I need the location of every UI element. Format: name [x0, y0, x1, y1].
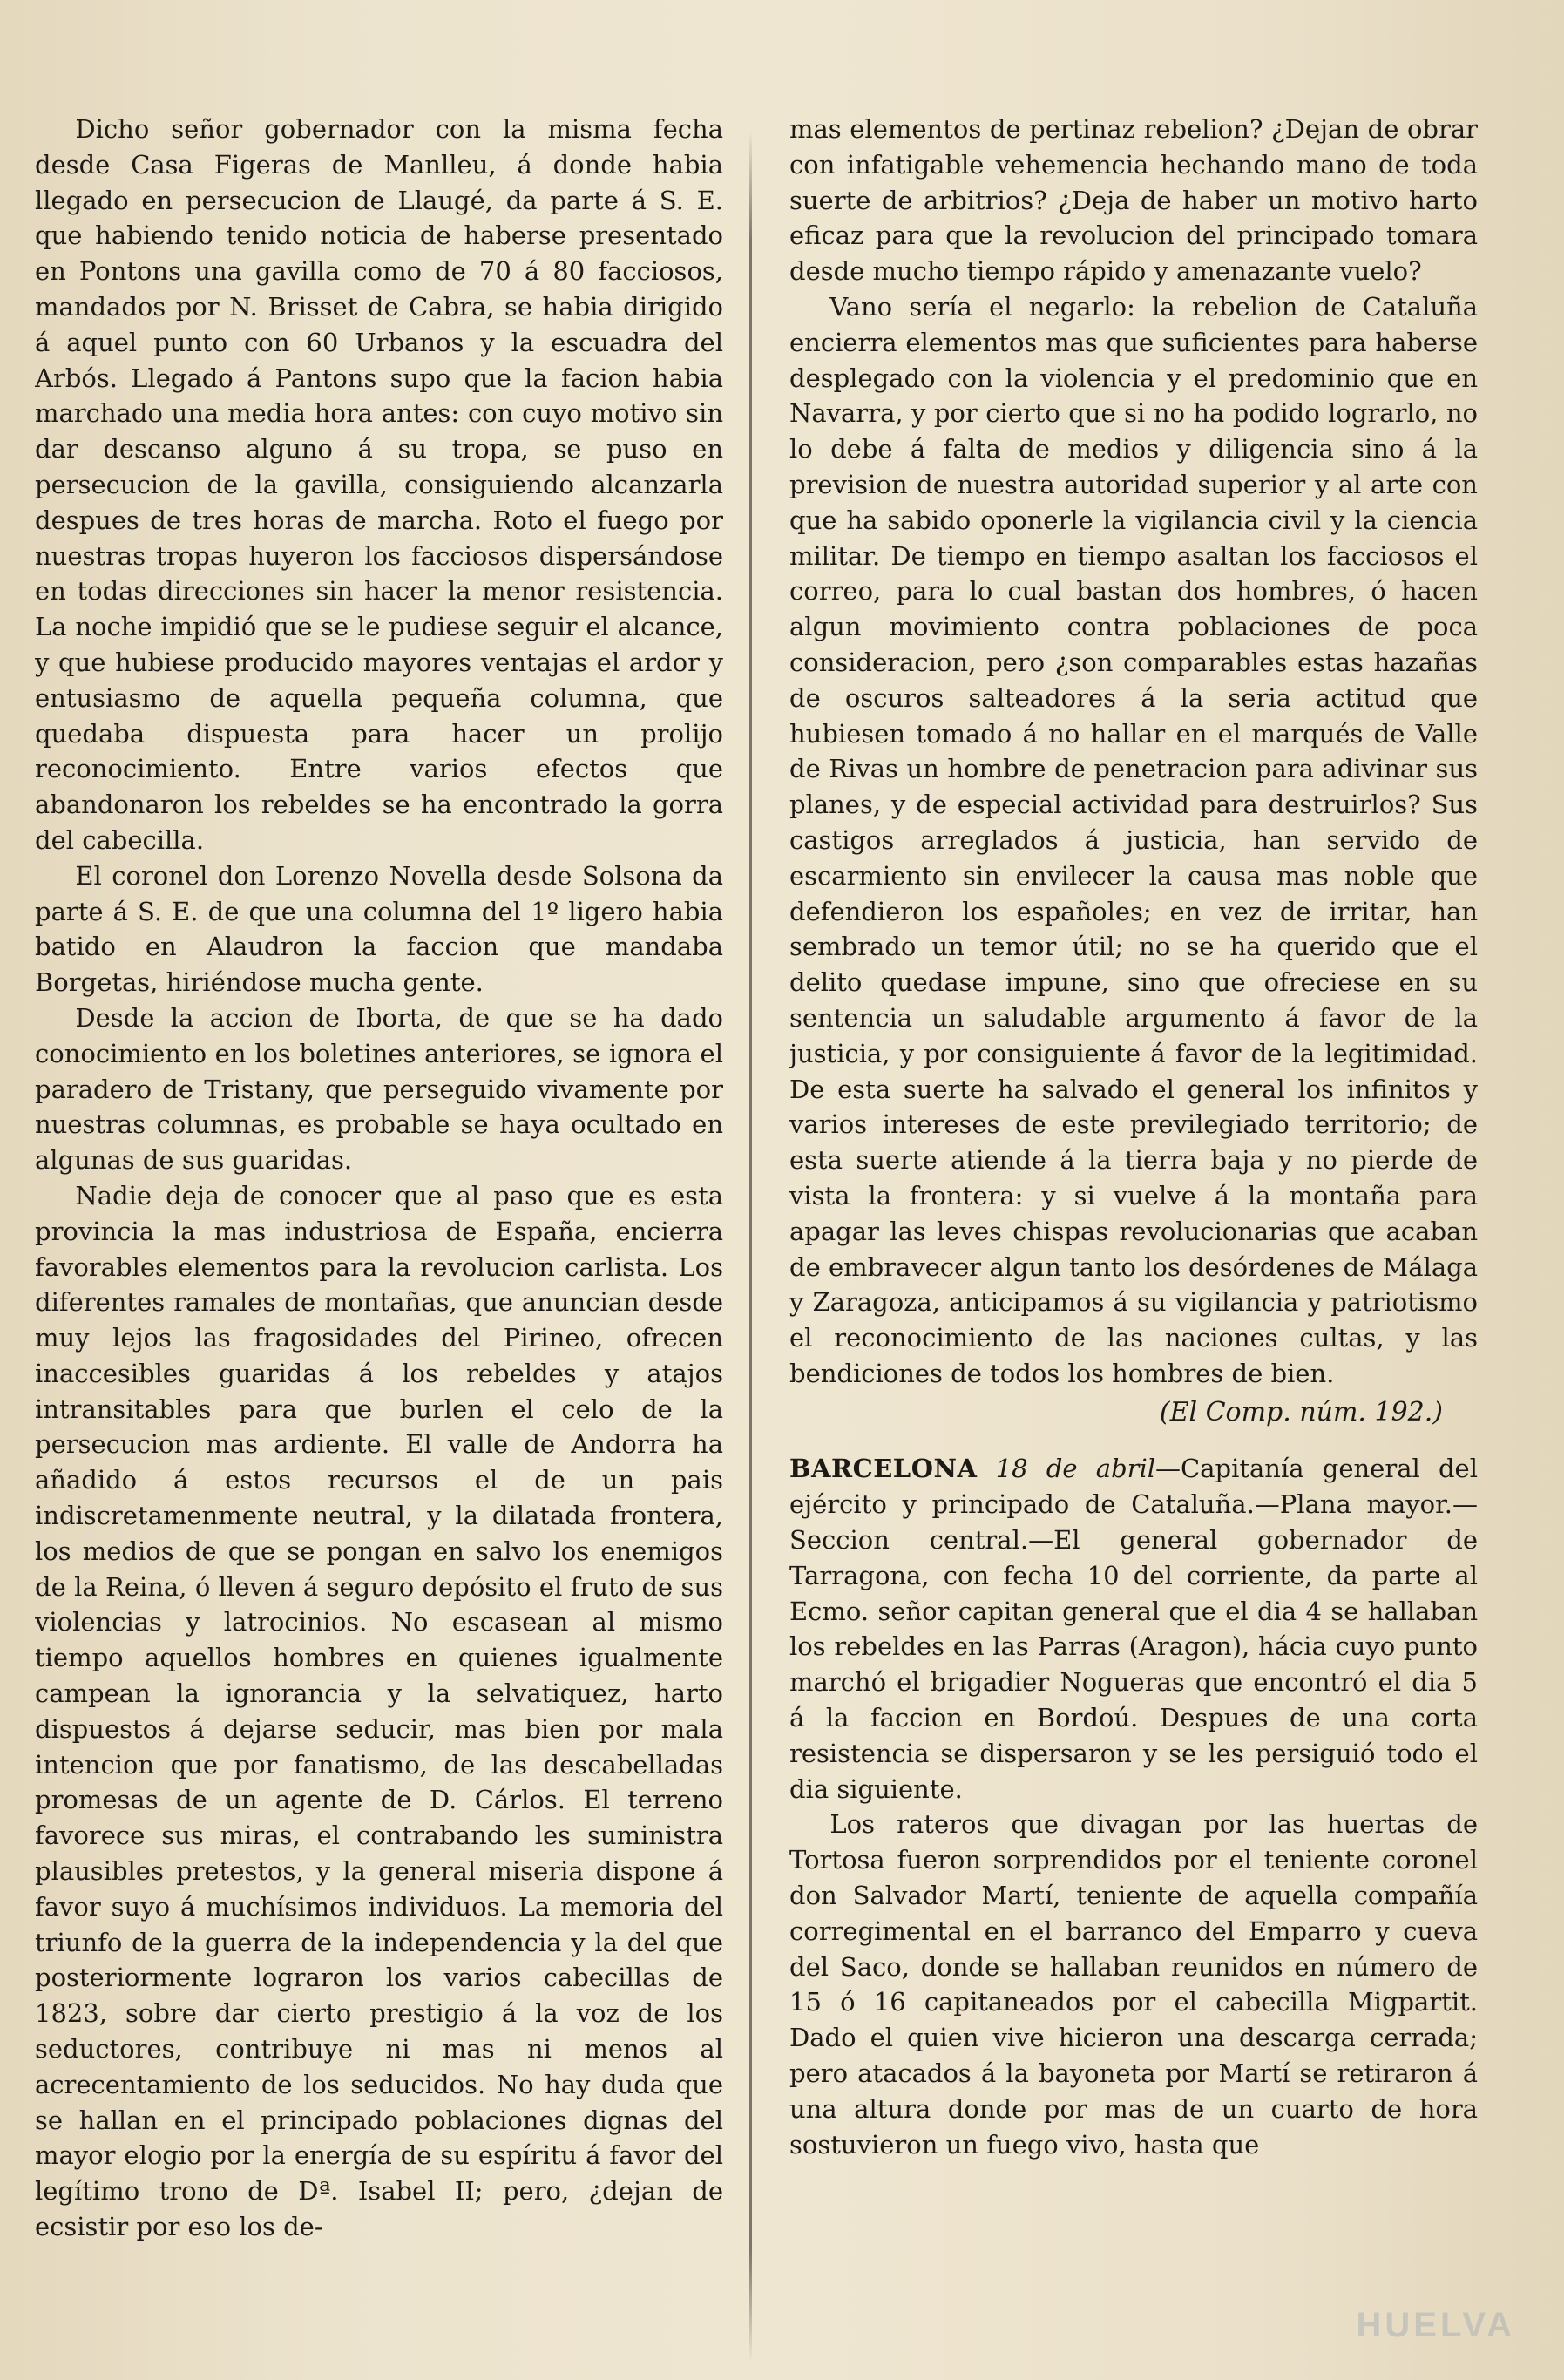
paragraph-tortosa-report: Los rateros que divagan por las huertas de Tortosa fueron sorprendidos por el teniente coronel don Salvador Martí, teniente de aquella compañía corregimental en el barranco del Emparro y cueva del Saco, donde se hallaban reunidos en número de 15 ó 16 capitaneados por el cabecilla Migpartit. Dado el quien vive hicieron una descarga cerrada; pero atacados á la bayoneta por Martí se retiraron á una altura donde por mas de un cuarto de hora sostuvieron un fuego vivo, hasta que [789, 1809, 1478, 2160]
paragraph-cataluna-rebellion: Vano sería el negarlo: la rebelion de Cataluña encierra elementos mas que suficientes para haberse desplegado con la violencia y el predominio que en Navarra, y por cierto que si no ha podido lograrlo, no lo debe á falta de medios y diligencia sino á la prevision de nuestra autoridad superior y al arte con que ha sabido oponerle la vigilancia civil y la ciencia militar. De tiempo en tiempo asaltan los facciosos el correo, para lo cual bastan dos hombres, ó hacen algun movimiento contra poblaciones de poca consideracion, pero ¿son comparables estas hazañas de oscuros salteadores á la seria actitud que hubiesen tomado á no hallar en el marqués de Valle de Rivas un hombre de penetracion para adivinar sus planes, y de especial actividad para destruirlos? Sus castigos arreglados á justicia, han servido de escarmiento sin envilecer la causa mas noble que defendieron los españoles; en vez de irritar, han sembrado un temor útil; no se ha querido que el delito quedase impune, sino que ofreciese en su sentencia un saludable argumento á favor de la justicia, y por consiguiente á favor de la legitimidad. De esta suerte ha salvado el general los infinitos y varios intereses de este previlegiado territorio; de esta suerte atiende á la tierra baja y no pierde de vista la frontera: y si vuelve á la montaña para apagar las leves chispas revolucionarias que acaban de embravecer algun tanto los desórdenes de Málaga y Zaragoza, anticipamos á su vigilancia y patriotismo el reconocimiento de las naciones cultas, y las bendiciones de todos los hombres de bien. [789, 291, 1478, 1388]
left-column [35, 112, 723, 2369]
paragraph-manlleu-report: Dicho señor gobernador con la misma fecha desde Casa Figeras de Manlleu, á donde habia llegado en persecucion de Llaugé, da parte á S. E. que habiendo tenido noticia de haberse presentado en Pontons una gavilla como de 70 á 80 facciosos, mandados por N. Brisset de Cabra, se habia dirigido á aquel punto con 60 Urbanos y la escuadra del Arbós. Llegado á Pantons supo que la facion habia marchado una media hora antes: con cuyo motivo sin dar descanso alguno á su tropa, se puso en persecucion de la gavilla, consiguiendo alcanzarla despues de tres horas de marcha. Roto el fuego por nuestras tropas huyeron los facciosos dispersándose en todas direcciones sin hacer la menor resistencia. La noche impidió que se le pudiese seguir el alcance, y que hubiese producido mayores ventajas el ardor y entusiasmo de aquella pequeña columna, que quedaba dispuesta para hacer un prolijo reconocimiento. Entre varios efectos que abandonaron los rebeldes se ha encontrado la gorra del cabecilla. [35, 114, 723, 855]
dateline-city: BARCELONA [789, 1454, 978, 1484]
paragraph-novella-report: El coronel don Lorenzo Novella desde Solsona da parte á S. E. de que una columna del 1º ligero habia batido en Alaudron la faccion que mandaba Borgetas, hiriéndose mucha gente. [35, 860, 723, 998]
paragraph-continuation: mas elementos de pertinaz rebelion? ¿Dejan de obrar con infatigable vehemencia hechando mano de toda suerte de arbitrios? ¿Deja de haber un motivo harto eficaz para que la revolucion del principado tomara desde mucho tiempo rápido y amenazante vuelo? [789, 114, 1478, 287]
paragraph-tristany-report: Desde la accion de Iborta, de que se ha dado conocimiento en los boletines anteriores, se ignora el paradero de Tristany, que perseguido vivamente por nuestras columnas, es probable se haya ocultado en algunas de sus guaridas. [35, 1002, 723, 1176]
column-divider [749, 131, 752, 2362]
dateline-text: —Capitanía general del ejército y principado de Cataluña.—Plana mayor.—Seccion central.—El general gobernador de Tarragona, con fecha 10 del corriente, da parte al Ecmo. señor capitan general que el dia 4 se hallaban los rebeldes en las Parras (Aragon), hácia cuyo punto marchó el brigadier Nogueras que encontró el dia 5 á la faccion en Bordoú. Despues de una corta resistencia se dispersaron y se les persiguió todo el dia siguiente. [789, 1454, 1478, 1804]
source-signature: (El Comp. núm. 192.) [1159, 1396, 1443, 1427]
right-column [789, 112, 1478, 2369]
paragraph-province-analysis: Nadie deja de conocer que al paso que es esta provincia la mas industriosa de España, encierra favorables elementos para la revolucion carlista. Los diferentes ramales de montañas, que anuncian desde muy lejos las fragosidades del Pirineo, ofrecen inaccesibles guaridas á los rebeldes y atajos intransitables para que burlen el celo de la persecucion mas ardiente. El valle de Andorra ha añadido á estos recursos el de un pais indiscretamenmente neutral, y la dilatada frontera, los medios de que se pongan en salvo los enemigos de la Reina, ó lleven á seguro depósito el fruto de sus violencias y latrocinios. No escasean al mismo tiempo aquellos hombres en quienes igualmente campean la ignorancia y la selvatiquez, harto dispuestos á dejarse seducir, mas bien por mala intencion que por fanatismo, de las descabelladas promesas de un agente de D. Cárlos. El terreno favorece sus miras, el contrabando les suministra plausibles pretestos, y la general miseria dispone á favor suyo á muchísimos individuos. La memoria del triunfo de la guerra de la independencia y la del que posteriormente lograron los varios cabecillas de 1823, sobre dar cierto prestigio á la voz de los seductores, contribuye ni mas ni menos al acrecentamiento de los seducidos. No hay duda que se hallan en el principado poblaciones dignas del mayor elogio por la energía de su espíritu á favor del legítimo trono de Dª. Isabel II; pero, ¿dejan de ecsistir por eso los de- [35, 1180, 723, 2242]
barcelona-dispatch [789, 1451, 1478, 1807]
dateline-date: 18 de abril [995, 1454, 1156, 1484]
archive-watermark: HUELVA [1356, 2306, 1515, 2344]
